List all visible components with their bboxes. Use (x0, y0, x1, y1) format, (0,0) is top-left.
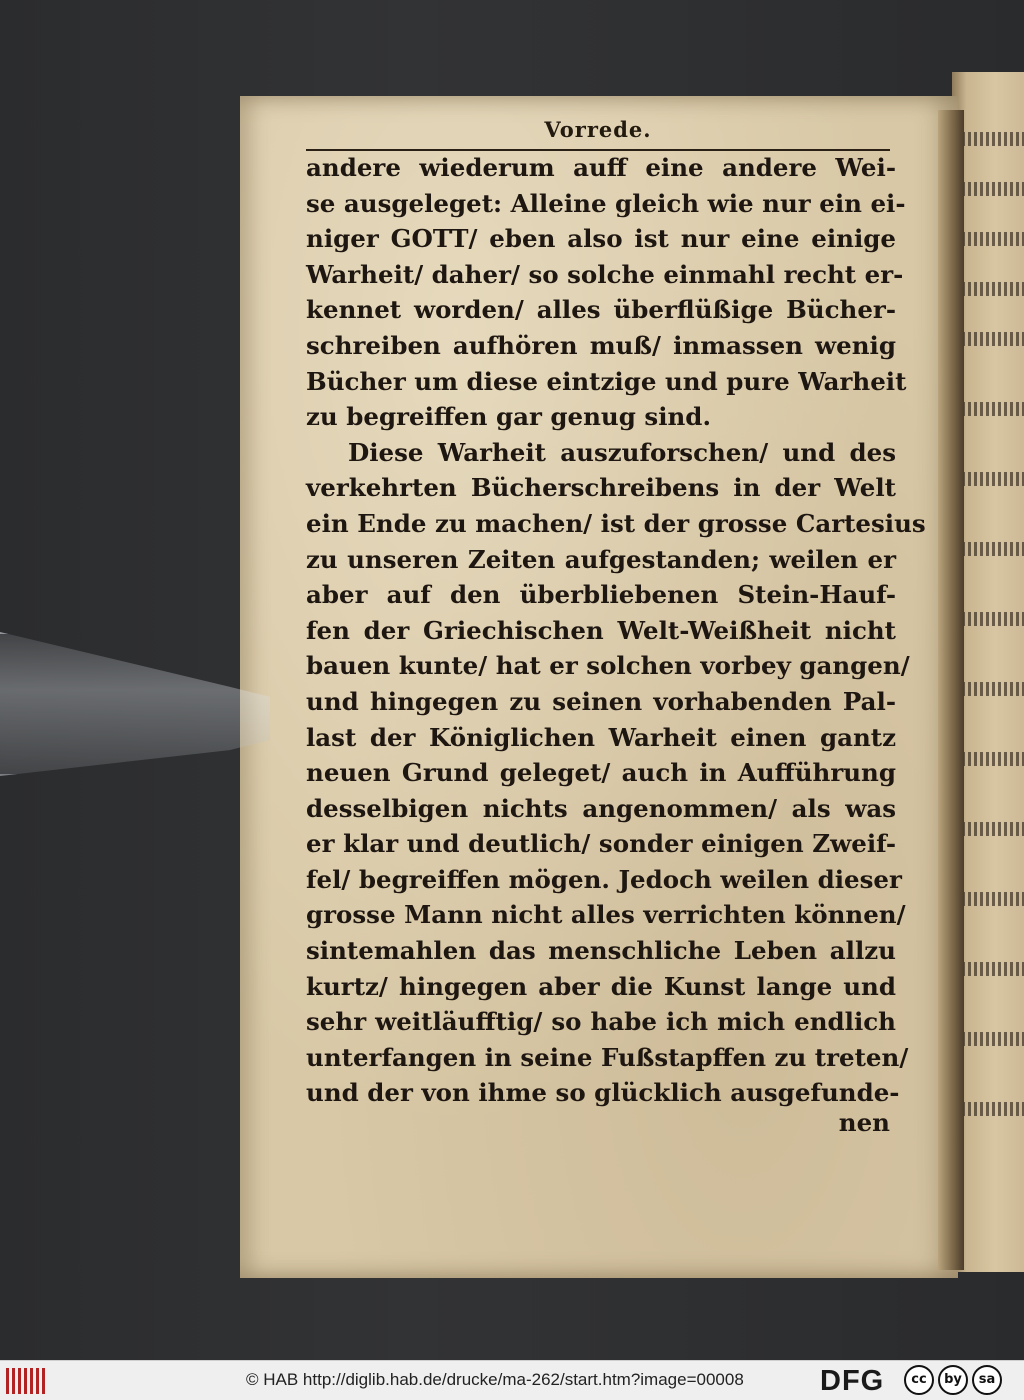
text-line: zu begreiffen gar genug sind. (306, 402, 711, 432)
text-line: fen der Griechischen Welt-Weißheit nicht (306, 615, 896, 645)
text-line: sehr weitläufftig/ so habe ich mich endlich (306, 1007, 896, 1037)
text-line: grosse Mann nicht alles verrichten können/ (306, 900, 906, 930)
text-line: er klar und deutlich/ sonder einigen Zweif- (306, 829, 896, 859)
text-line: Diese Warheit auszuforschen/ und des (348, 437, 896, 467)
copyright-link[interactable]: © HAB http://diglib.hab.de/drucke/ma-262/start.htm?image=00008 (246, 1370, 744, 1389)
text-line: neuen Grund geleget/ auch in Aufführung (306, 758, 896, 788)
text-line: und hingegen zu seinen vorhabenden Pal- (306, 686, 896, 716)
text-line: sintemahlen das menschliche Leben allzu (306, 936, 896, 966)
text-line: Bücher um diese eintzige und pure Warheit (306, 366, 907, 396)
text-line: desselbigen nichts angenommen/ als was (306, 793, 896, 823)
text-line: niger GOTT/ eben also ist nur eine einige (306, 224, 896, 254)
viewer-footer (0, 1360, 1024, 1400)
dfg-logo: DFG (820, 1365, 885, 1397)
barcode-icon (6, 1368, 46, 1394)
text-line: schreiben aufhören muß/ inmassen wenig (306, 330, 896, 360)
cc-icon: cc (904, 1365, 934, 1395)
page-text (306, 150, 926, 1111)
text-line: verkehrten Bücherschreibens in der Welt (306, 473, 896, 503)
text-line: se ausgeleget: Alleine gleich wie nur ein ei- (306, 188, 906, 218)
text-line: last der Königlichen Warheit einen gantz (306, 722, 896, 752)
text-line: fel/ begreiffen mögen. Jedoch weilen dieser (306, 864, 902, 894)
text-line: andere wiederum auff eine andere Wei- (306, 153, 896, 182)
text-line: Warheit/ daher/ so solche einmahl recht er- (306, 259, 904, 289)
license-icons[interactable] (904, 1365, 1002, 1396)
text-line: ein Ende zu machen/ ist der grosse Cartesius (306, 508, 926, 538)
running-head-rule (306, 117, 890, 151)
catchword: nen (838, 1108, 890, 1137)
text-line: unterfangen in seine Fußstapffen zu treten/ (306, 1042, 909, 1072)
sa-icon: sa (972, 1365, 1002, 1395)
text-line: zu unseren Zeiten aufgestanden; weilen er (306, 544, 896, 574)
text-line: bauen kunte/ hat er solchen vorbey gangen/ (306, 651, 910, 681)
text-line: und der von ihme so glücklich ausgefunde- (306, 1078, 900, 1108)
running-head: Vorrede. (544, 117, 652, 142)
by-icon: by (938, 1365, 968, 1395)
page-gutter-shadow (938, 110, 964, 1270)
text-line: aber auf den überbliebenen Stein-Hauf- (306, 580, 896, 610)
text-line: kurtz/ hingegen aber die Kunst lange und (306, 971, 896, 1001)
text-line: kennet worden/ alles überflüßige Bücher- (306, 295, 896, 325)
